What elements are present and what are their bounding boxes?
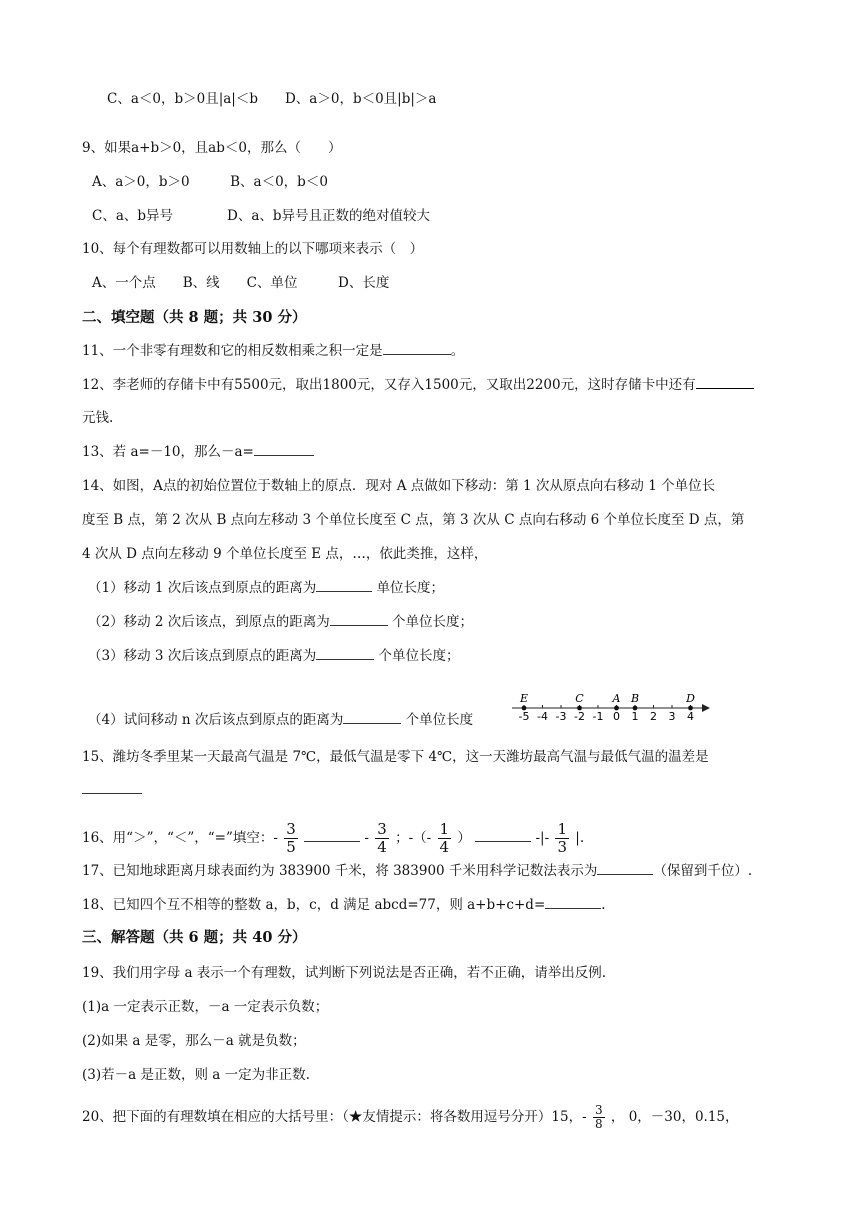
- q16-abs-open: -|-: [535, 830, 550, 846]
- q15-text: 15、潍坊冬季里某一天最高气温是 7℃，最低气温是零下 4℃，这一天潍坊最高气温与最低气温的温差是: [82, 749, 709, 765]
- q14-part4: [88, 710, 473, 730]
- q11-answer-blank[interactable]: [383, 354, 451, 355]
- number-line-tick-label: 2: [650, 710, 657, 723]
- q12-answer-blank[interactable]: [696, 388, 754, 389]
- q15-answer: [82, 780, 142, 800]
- q16-fraction-2: $\frac{3}{4}$: [377, 820, 387, 856]
- number-line-tick-label: -4: [537, 710, 548, 723]
- q9-options-ab: A、a＞0，b＞0 B、a＜0，b＜0: [92, 174, 328, 190]
- q18-text: 18、已知四个互不相等的整数 a，b，c，d 满足 abcd=77，则 a+b+c+d=: [82, 897, 546, 913]
- q11: [82, 341, 464, 361]
- number-line-tick-label: 4: [687, 710, 694, 723]
- q17-text: 17、已知地球距离月球表面约为 383900 千米，将 383900 千米用科学记数法表示为: [82, 863, 598, 879]
- q14-part4-blank[interactable]: [343, 723, 401, 724]
- q14-part3: [88, 646, 460, 666]
- q19-statement-1: (1)a 一定表示正数，－a 一定表示负数；: [82, 999, 329, 1015]
- q8-options-cd: C、a＜0，b＞0且|a|＜b D、a＞0，b＜0且|b|＞a: [107, 91, 437, 107]
- q9-options-cd: C、a、b异号 D、a、b异号且正数的绝对值较大: [92, 208, 431, 224]
- number-line-point-A: [614, 706, 619, 711]
- q14-part3-text: （3）移动 3 次后该点到原点的距离为: [88, 648, 317, 664]
- q16-fraction-1: $\frac{3}{5}$: [286, 820, 296, 856]
- number-line-point-label-A: A: [612, 692, 621, 705]
- q16-prefix: 16、用“＞”，“＜”，“=”填空：-: [82, 830, 278, 846]
- q10-options: A、一个点 B、线 C、单位 D、长度: [92, 275, 390, 291]
- q12-line2: 元钱.: [82, 410, 114, 426]
- q19-statement-2: (2)如果 a 是零，那么－a 就是负数；: [82, 1033, 306, 1049]
- q14-part3-tail: 个单位长度；: [374, 648, 460, 664]
- q10-stem: 10、每个有理数都可以用数轴上的以下哪项来表示（ ）: [82, 241, 424, 257]
- q16-abs-close: |.: [575, 830, 585, 846]
- q12-line1: [82, 375, 754, 395]
- number-line-point-B: [633, 706, 638, 711]
- number-line-point-D: [688, 706, 693, 711]
- q14-part2-blank[interactable]: [330, 625, 388, 626]
- q13: [82, 442, 314, 462]
- q12-text: 12、李老师的存储卡中有5500元，取出1800元，又存入1500元，又取出2200元，这时存储卡中还有: [82, 377, 696, 393]
- q16-fraction-4: $\frac{1}{3}$: [557, 820, 567, 856]
- q9-stem: 9、如果a+b＞0，且ab＜0，那么（ ）: [82, 140, 342, 156]
- q16-close: ）: [457, 830, 471, 846]
- number-line-point-C: [577, 706, 582, 711]
- q18: [82, 895, 606, 915]
- q18-tail: .: [601, 897, 606, 913]
- q17-tail: （保留到千位）.: [653, 863, 753, 879]
- q11-tail: 。: [450, 343, 465, 359]
- q14-part3-blank[interactable]: [316, 659, 374, 660]
- q11-text: 11、一个非零有理数和它的相反数相乘之积一定是: [82, 343, 383, 359]
- number-line-point-label-D: D: [686, 692, 695, 705]
- q14-line3: 4 次从 D 点向左移动 9 个单位长度至 E 点，…，依此类推，这样，: [82, 546, 488, 562]
- number-line-tick-label: 0: [613, 710, 620, 723]
- q16-fraction-3: $\frac{1}{4}$: [439, 820, 450, 856]
- number-line-tick-label: 3: [668, 710, 676, 723]
- number-line-point-label-E: E: [519, 692, 529, 705]
- number-line-tick-label: -2: [574, 710, 585, 723]
- section-3-title: 三、解答题（共 6 题；共 40 分）: [82, 929, 307, 946]
- q14-part1-tail: 单位长度；: [372, 580, 445, 596]
- number-line-tick-label: -5: [518, 710, 530, 723]
- number-line-point-label-C: C: [575, 692, 584, 705]
- number-line-figure: [508, 686, 713, 726]
- section-2-title: 二、填空题（共 8 题；共 30 分）: [82, 309, 307, 326]
- q16-minus: -: [364, 830, 369, 846]
- q20-prefix: 20、把下面的有理数填在相应的大括号里：（★友情提示：将各数用逗号分开）15，-: [82, 1109, 587, 1125]
- q15-answer-blank[interactable]: [82, 793, 142, 794]
- q20-suffix: ， 0，－30，0.15，: [610, 1109, 739, 1125]
- number-line-point-label-B: B: [630, 692, 640, 705]
- q16-blank-2[interactable]: [475, 841, 531, 842]
- q14-part4-text: （4）试问移动 n 次后该点到原点的距离为: [88, 712, 344, 728]
- q20: [82, 1104, 739, 1131]
- q14-part2-text: （2）移动 2 次后该点，到原点的距离为: [88, 614, 330, 630]
- q14-line1: 14、如图，A点的初始位置位于数轴上的原点．现对 A 点做如下移动：第 1 次从原点向右移动 1 个单位长: [82, 478, 716, 494]
- number-line-point-E: [522, 706, 527, 711]
- number-line-arrow-icon: [702, 704, 710, 712]
- number-line-tick-label: 1: [631, 710, 639, 723]
- q19-stem: 19、我们用字母 a 表示一个有理数，试判断下列说法是否正确，若不正确，请举出反例.: [82, 965, 607, 981]
- q16-blank-1[interactable]: [304, 841, 360, 842]
- q14-part4-tail: 个单位长度: [401, 712, 474, 728]
- q14-part2-tail: 个单位长度；: [387, 614, 474, 630]
- q14-part2: [88, 612, 473, 632]
- q14-part1-blank[interactable]: [316, 591, 372, 592]
- q18-answer-blank[interactable]: [545, 908, 601, 909]
- number-line-tick-label: -3: [555, 710, 567, 723]
- q20-fraction: $\frac{3}{8}$: [594, 1103, 603, 1131]
- q14-part1-text: （1）移动 1 次后该点到原点的距离为: [88, 580, 317, 596]
- q14-part1: [88, 578, 444, 598]
- q13-text: 13、若 a=－10，那么－a=: [82, 444, 254, 460]
- q17: [82, 861, 752, 881]
- q17-answer-blank[interactable]: [597, 874, 653, 875]
- q16: [82, 821, 584, 856]
- q19-statement-3: (3)若－a 是正数，则 a 一定为非正数.: [82, 1067, 310, 1083]
- q16-separator: ；-（-: [395, 830, 432, 846]
- q13-answer-blank[interactable]: [254, 455, 314, 456]
- number-line-tick-label: -1: [592, 710, 604, 723]
- q14-line2: 度至 B 点，第 2 次从 B 点向左移动 3 个单位长度至 C 点，第 3 次从 C 点向右移动 6 个单位长度至 D 点，第: [82, 512, 745, 528]
